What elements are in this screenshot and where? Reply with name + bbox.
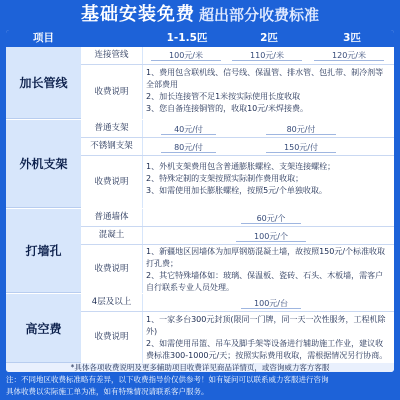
concrete-wall-price: 100元/个 [236,231,306,242]
outdoor-note-2: 2、特殊定制的支架按照实际制作费用收取； [146,174,304,183]
high-note-label: 收费说明 [81,312,143,363]
footer-line-1: 注：不同地区收费标准略有差异，以下收费指导价仅供参考！如有疑问可以联系威力客服进行咨询 [6,375,329,384]
pipe-price-3: 120元/米 [314,50,384,61]
outdoor-note-label: 收费说明 [81,156,143,208]
footer-disclaimer [6,374,394,398]
normal-bracket-label: 普通支架 [81,120,143,137]
header-3hp: 3匹 [343,32,361,44]
title-main: 基础安装免费 [80,4,195,25]
steel-bracket-price-1: 80元/付 [161,142,216,153]
high-notes [146,314,390,362]
outdoor-notes [146,161,390,197]
category-wall-hole: 打墙孔 [6,209,81,293]
normal-bracket-price-1: 40元/付 [161,124,216,135]
bottom-note: *具体各项收费说明及更多辅助项目收费详见商品详情页，或咨询威力客方客服 [6,363,394,372]
floor-price: 100元/台 [241,298,301,309]
wall-note-label: 收费说明 [81,245,143,293]
pipe-notes [146,67,390,115]
outdoor-note-1: 1、外机支架费用包含普通膨胀螺栓、支架连接螺栓； [146,162,336,171]
wall-notes [146,246,390,294]
high-note-2: 2、如需使用吊篮、吊车及脚手架等设备进行辅助施工作业，建议收费标准300-1000元/天；按照实际费用收取，需根据情况另行协商。 [146,339,388,360]
pipe-note-1: 1、费用包含联机线、信号线、保温管、排水管、包扎带、制冷剂等全部费用 [146,68,384,89]
pipe-connection-label: 连接管线 [81,47,143,64]
header-item: 项目 [33,32,54,44]
high-note-1: 1、一家多台300元封顶(限同一门牌，同一天一次性服务，工程机除外) [146,315,386,336]
page-title [0,0,400,30]
outdoor-note-3: 3、如需使用加长膨胀螺栓，按照5元/个单独收取。 [146,186,327,195]
footer-line-2: 具体收费以实际施工单为准，如有特殊情况请联系客户服务。 [6,387,209,396]
pipe-note-2: 2、加长连接管不足1米按实际使用长度收取 [146,92,301,101]
header-2hp: 2匹 [260,32,278,44]
wall-note-2: 2、其它特殊墙体如：玻璃、保温板、瓷砖、石头、木板墙，需客户自行联系专业人员处理。 [146,271,384,292]
pipe-note-3: 3、您自备连接铜管的，收取10元/米焊接费。 [146,104,308,113]
pipe-price-2: 110元/米 [232,50,302,61]
category-pipe: 加长管线 [6,47,81,119]
pipe-note-label: 收费说明 [81,65,143,119]
steel-bracket-label: 不锈钢支架 [81,138,143,155]
category-high-altitude: 高空费 [6,294,81,363]
pipe-price-1: 100元/米 [151,50,221,61]
steel-bracket-price-2: 150元/付 [266,142,336,153]
title-sub: 超出部分收费标准 [198,6,319,24]
normal-bracket-price-2: 80元/付 [266,124,336,135]
normal-wall-price: 60元/个 [241,213,301,224]
header-1-1.5hp: 1-1.5匹 [166,32,208,44]
concrete-wall-label: 混凝土 [81,227,143,244]
table-header [6,30,394,47]
category-outdoor-bracket: 外机支架 [6,120,81,208]
fee-table [6,30,394,372]
floor-label: 4层及以上 [81,294,143,311]
wall-note-1: 1、新疆地区因墙体为加厚钢筋混凝土墙，故按照150元/个标准收取打孔费； [146,247,386,268]
normal-wall-label: 普通墙体 [81,209,143,226]
